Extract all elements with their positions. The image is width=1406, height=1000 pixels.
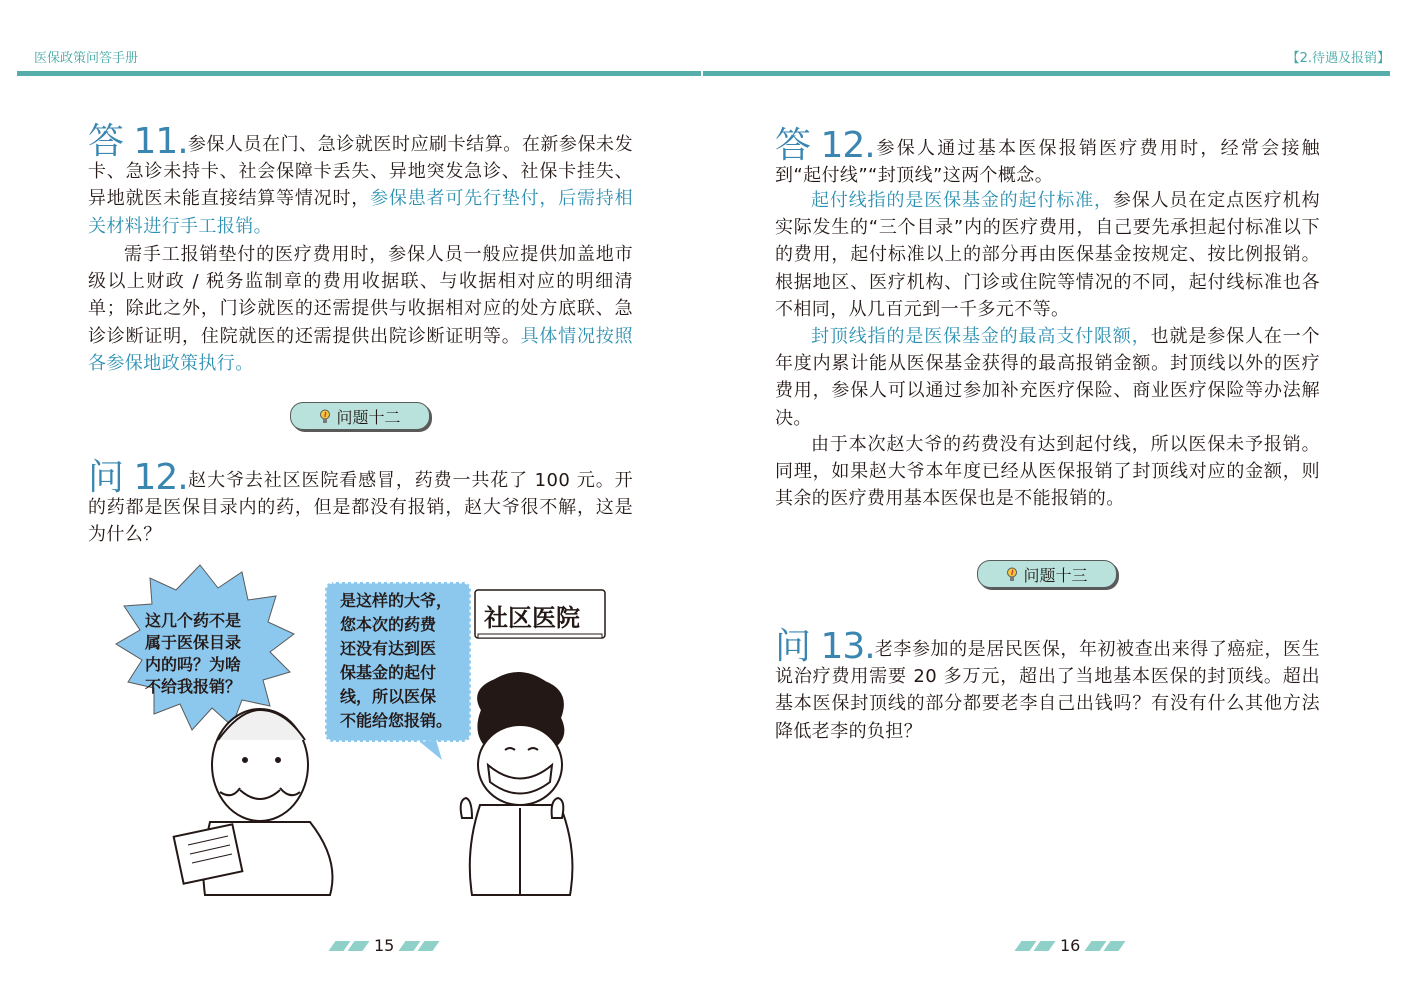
question-13-pill-label: 问题十三 — [1023, 565, 1088, 585]
answer-12-para-2-text: 参保人员在定点医疗机构实际发生的“三个目录”内的医疗费用，自己要先承担起付标准以下的费用，起付标准以上的部分再由医保基金按规定、按比例报销。根据地区、医疗机构、门诊或住院等情况的不同，起付线标准也各不相同，从几百元到一千多元不等。 — [775, 190, 1320, 320]
question-12 — [88, 457, 633, 549]
answer-12-para-3 — [775, 323, 1320, 432]
slash-decor-icon — [418, 941, 440, 951]
answer-11-para-2-text: 需手工报销垫付的医疗费用时，参保人员一般应提供加盖地市级以上财政 / 税务监制章的费用收据联、与收据相对应的明细清单；除此之外，门诊就医的还需提供与收据相对应的处方底联、急诊诊断证明，住院就医的还需提供出院诊断证明等。 — [88, 244, 633, 347]
page-number-right — [1016, 936, 1124, 955]
page-number-right-value: 16 — [1060, 936, 1081, 955]
question-13-pill — [977, 560, 1117, 588]
answer-11-para-2-highlight: 具体情况按照各参保地政策执行。 — [88, 325, 633, 374]
slash-decor-icon — [1104, 941, 1126, 951]
slash-decor-icon — [1014, 941, 1036, 951]
old-man-speech-line-3: 内的吗？为啥 — [145, 655, 242, 674]
lightbulb-icon — [319, 409, 331, 424]
slash-decor-icon — [328, 941, 350, 951]
running-header-title: 医保政策问答手册 — [34, 51, 139, 66]
answer-12-para-3-highlight: 封顶线指的是医保基金的最高支付限额， — [811, 326, 1151, 347]
question-13 — [775, 626, 1320, 745]
page-number-left-value: 15 — [374, 936, 395, 955]
question-12-mark: 问 12. — [88, 457, 188, 498]
old-man-speech-line-4: 不给我报销？ — [145, 677, 242, 696]
doctor-speech-line-1: 是这样的大爷， — [340, 591, 453, 610]
answer-11-mark: 答 11. — [88, 121, 188, 162]
question-12-pill — [290, 402, 430, 430]
old-man-speech-line-1: 这几个药不是 — [145, 611, 242, 630]
question-13-text: 老李参加的是居民医保，年初被查出来得了癌症，医生说治疗费用需要 20 多万元，超出了当地基本医保的封顶线。超出基本医保封顶线的部分都要老李自己出钱吗？有没有什么其他方法降低老李的负担？ — [775, 639, 1320, 742]
doctor-speech-line-6: 不能给您报销。 — [340, 711, 453, 730]
answer-12-para-3-text: 也就是参保人在一个年度内累计能从医保基金获得的最高报销金额。封顶线以外的医疗费用，参保人可以通过参加补充医疗保险、商业医疗保险等办法解决。 — [775, 326, 1320, 429]
answer-12-text: 参保人通过基本医保报销医疗费用时，经常会接触到“起付线”“封顶线”这两个概念。 — [775, 138, 1320, 187]
clinic-sign-text: 社区医院 — [484, 604, 580, 632]
doctor-speech-line-5: 线，所以医保 — [340, 687, 437, 706]
question-12-pill-label: 问题十二 — [336, 407, 401, 427]
answer-11-text: 参保人员在门、急诊就医时应刷卡结算。在新参保未发卡、急诊未持卡、社会保障卡丢失、异地突发急诊、社保卡挂失、异地就医未能直接结算等情况时， — [88, 134, 633, 210]
answer-11-highlight: 参保患者可先行垫付，后需持相关材料进行手工报销。 — [88, 188, 633, 237]
page-gutter — [701, 71, 703, 76]
doctor-speech-line-2: 您本次的药费 — [340, 615, 437, 634]
answer-12-para-2-highlight: 起付线指的是医保基金的起付标准， — [811, 190, 1113, 211]
question-12-text: 赵大爷去社区医院看感冒，药费一共花了 100 元。开的药都是医保目录内的药，但是都没有报销，赵大爷很不解，这是为什么？ — [88, 470, 633, 546]
answer-11 — [88, 121, 633, 240]
lightbulb-icon — [1006, 567, 1018, 582]
slash-decor-icon — [1033, 941, 1055, 951]
running-header-section: 【2.待遇及报销】 — [1286, 51, 1390, 66]
slash-decor-icon — [347, 941, 369, 951]
page-number-left — [330, 936, 438, 955]
answer-11-para-2 — [88, 241, 633, 377]
comic-illustration — [100, 560, 620, 900]
answer-12 — [775, 125, 1320, 189]
answer-12-para-4-text: 由于本次赵大爷的药费没有达到起付线，所以医保未予报销。同理，如果赵大爷本年度已经从医保报销了封顶线对应的金额，则其余的医疗费用基本医保也是不能报销的。 — [775, 434, 1320, 510]
answer-12-para-2 — [775, 187, 1320, 323]
question-13-mark: 问 13. — [775, 626, 875, 667]
doctor-figure — [461, 673, 573, 895]
doctor-speech-line-4: 保基金的起付 — [340, 663, 437, 682]
doctor-speech-line-3: 还没有达到医 — [340, 639, 437, 658]
answer-12-mark: 答 12. — [775, 125, 875, 166]
old-man-speech-line-2: 属于医保目录 — [145, 633, 242, 652]
answer-12-para-4 — [775, 431, 1320, 513]
header-rule — [17, 71, 1390, 76]
old-man-figure — [174, 709, 333, 895]
